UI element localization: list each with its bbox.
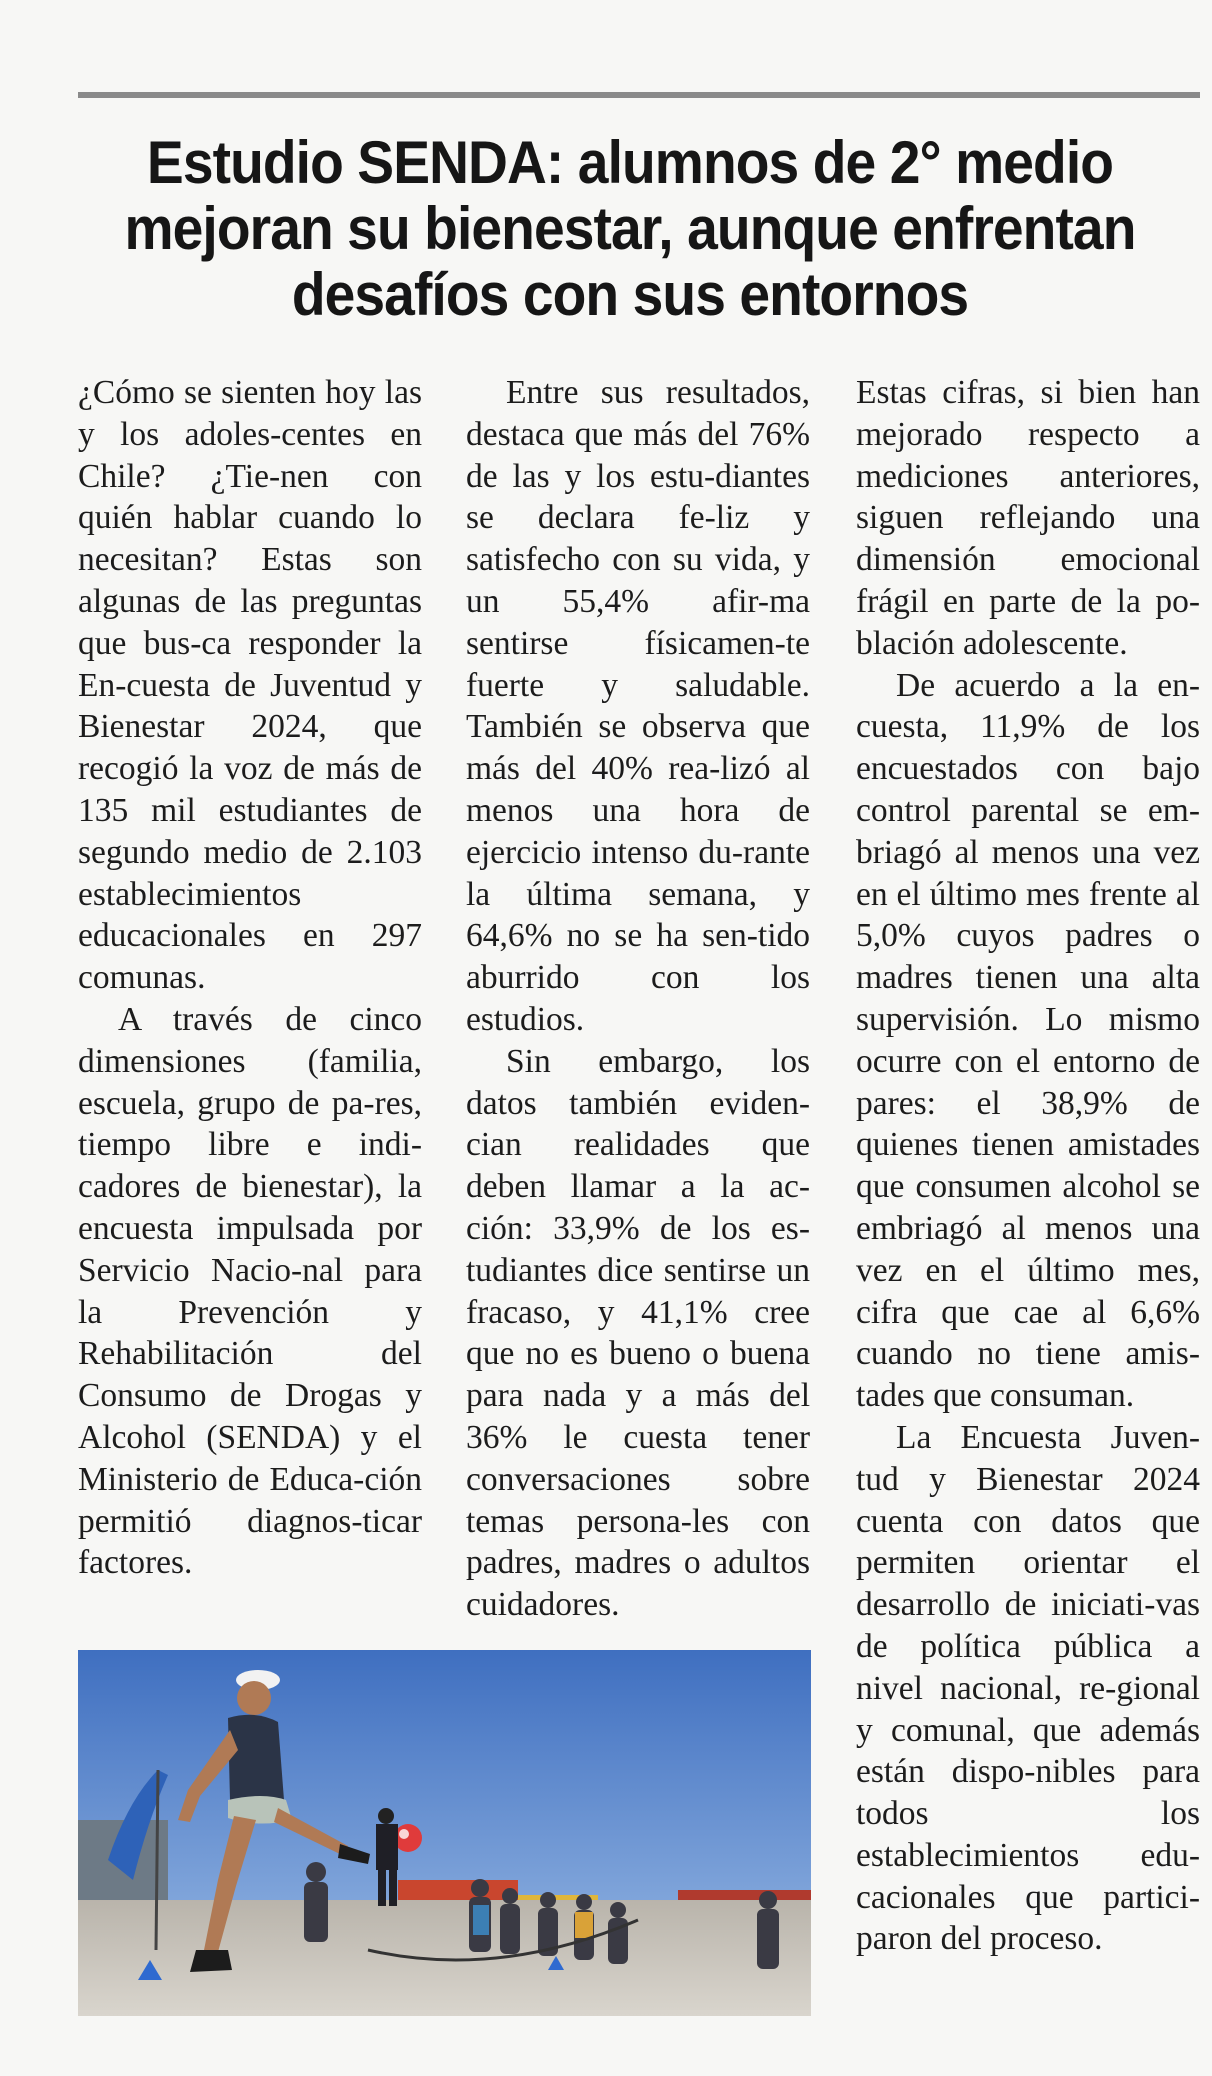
- top-rule: [78, 92, 1200, 98]
- photo-illustration: [78, 1650, 811, 2016]
- paragraph: ¿Cómo se sienten hoy las y los adoles-centes en Chile? ¿Tie-nen con quién hablar cuando lo necesitan? Estas son algunas de las preguntas que bus-ca responder la En-cuesta de Juventud y Bienestar 2024, que recogió la voz de más de 135 mil estudiantes de segundo medio de 2.103 establecimientos educacionales en 297 comunas.: [78, 374, 422, 997]
- article-column-1: [78, 372, 422, 1584]
- paragraph: Estas cifras, si bien han mejorado respecto a mediciones anteriores, siguen reflejando una dimensión emocional frágil en parte de la po-blación adolescente.: [856, 374, 1200, 662]
- paragraph: Entre sus resultados, destaca que más del 76% de las y los estu-diantes se declara fe-liz y satisfecho con su vida, y un 55,4% afir-ma sentirse físicamen-te fuerte y saludable. También se observa que más del 40% rea-lizó al menos una hora de ejercicio intenso du-rante la última semana, y 64,6% no se ha sen-tido aburrido con los estudios.: [466, 374, 810, 1038]
- headline: Estudio SENDA: alumnos de 2° medio mejoran su bienestar, aunque enfrentan desafíos con sus entornos: [124, 129, 1136, 328]
- paragraph: La Encuesta Juven-tud y Bienestar 2024 cuenta con datos que permiten orientar el desarrollo de iniciati-vas de política pública a nivel nacional, re-gional y comunal, que además están dispo-nibles para todos los establecimientos edu-cacionales que partici-paron del proceso.: [856, 1418, 1200, 1958]
- article-column-2: [466, 372, 810, 1626]
- article-photo: [78, 1650, 811, 2016]
- article-column-3: [856, 372, 1200, 1960]
- paragraph: A través de cinco dimensiones (familia, escuela, grupo de pa-res, tiempo libre e indi-cadores de bienestar), la encuesta impulsada por Servicio Nacio-nal para la Prevención y Rehabilitación del Consumo de Drogas y Alcohol (SENDA) y el Ministerio de Educa-ción permitió diagnos-ticar factores.: [78, 1000, 422, 1582]
- paragraph: De acuerdo a la en-cuesta, 11,9% de los encuestados con bajo control parental se em-briagó al menos una vez en el último mes frente al 5,0% cuyos padres o madres tienen una alta supervisión. Lo mismo ocurre con el entorno de pares: el 38,9% de quienes tienen amistades que consumen alcohol se embriagó al menos una vez en el último mes, cifra que cae al 6,6% cuando no tiene amis-tades que consuman.: [856, 666, 1200, 1415]
- paragraph: Sin embargo, los datos también eviden-cian realidades que deben llamar a la ac-ción: 33,9% de los es-tudiantes dice sentirse un fracaso, y 41,1% cree que no es bueno o buena para nada y a más del 36% le cuesta tener conversaciones sobre temas persona-les con padres, madres o adultos cuidadores.: [466, 1042, 810, 1624]
